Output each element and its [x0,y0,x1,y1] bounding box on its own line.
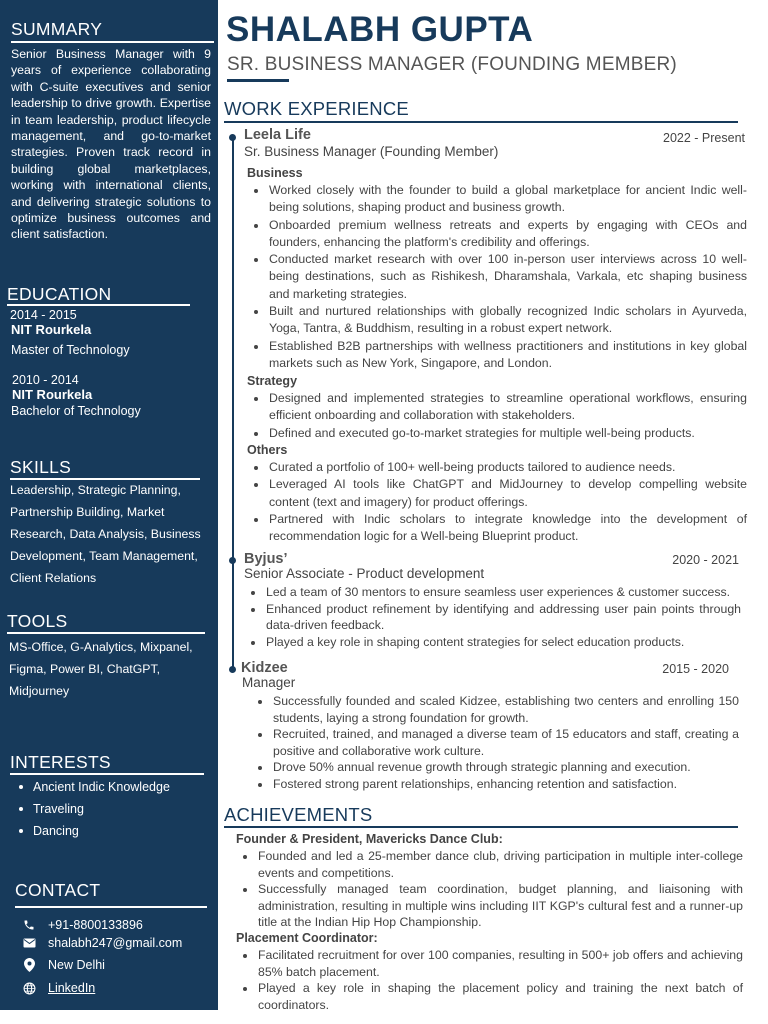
timeline-dot [229,666,236,673]
list-item: Facilitated recruitment for over 100 companies, resulting in 500+ job offers and achieving 85% batch placement. [258,948,743,979]
job-dates: 2020 - 2021 [672,553,739,567]
bullet-list [269,459,747,545]
location-text: New Delhi [48,958,105,972]
job-role: Senior Associate - Product development [244,566,485,581]
education-years: 2010 - 2014 [12,373,79,387]
list-item: Dancing [17,820,170,842]
achievement-title: Founder & President, Mavericks Dance Club: [236,832,503,846]
list-item: Played a key role in shaping the placement policy and training the next batch of coordinators. [258,981,743,1012]
phone-icon [22,918,36,932]
interests-list [17,776,170,842]
timeline-dot [229,134,236,141]
job-role: Manager [242,675,296,690]
candidate-title: SR. BUSINESS MANAGER (FOUNDING MEMBER) [227,54,677,75]
contact-location [22,956,105,974]
education-school: NIT Rourkela [12,387,93,402]
list-item: Conducted market research with over 100 in-person user interviews across 10 well-being destinations, such as Rishikesh, Dharamshala, Varkala, etc shaping business and marketing strategies. [269,251,747,303]
phone-number: +91-8800133896 [48,918,143,932]
contact-divider [15,906,207,908]
list-item: Founded and led a 25-member dance club, driving participation in multiple inter-college events and competitions. [258,849,743,880]
globe-icon [22,981,36,995]
summary-text: Senior Business Manager with 9 years of experience collaborating with C-suite executives and senior leadership to drive growth. Expertise in team leadership, product lifecycle management, and go-to-market strategies. Proven track record in building global marketplaces, working with international clients, and delivering strategic solutions to optimize business outcomes and client satisfaction. [11,47,211,242]
list-item: Successfully founded and scaled Kidzee, establishing two centers and enrolling 150 students, laying a strong foundation for growth. [273,694,739,725]
work-experience-heading: WORK EXPERIENCE [224,98,409,119]
list-item: Ancient Indic Knowledge [17,776,170,798]
candidate-name: SHALABH GUPTA [226,10,534,49]
education-heading: EDUCATION [7,284,112,304]
list-item: Successfully managed team coordination, budget planning, and liaisoning with administration, resulting in multiple wins including IIT KGP's cultural fest and a runner-up title at the Indian Hip Hop Championship. [258,882,743,929]
location-pin-icon [22,958,36,972]
achievements-divider [224,826,738,828]
title-underline [227,79,289,82]
summary-divider [11,41,214,43]
list-item: Worked closely with the founder to build a global marketplace for ancient Indic well-being solutions, shaping product and business growth. [269,182,747,217]
contact-heading: CONTACT [15,880,101,900]
timeline-dot [229,557,236,564]
mail-icon [22,936,36,950]
list-item: Fostered strong parent relationships, enhancing retention and satisfaction. [273,776,739,793]
company-name: Byjus’ [244,551,288,567]
interests-divider [10,773,204,775]
job-role: Sr. Business Manager (Founding Member) [244,144,499,159]
bullet-list [269,182,747,372]
list-item: Designed and implemented strategies to streamline operational workflows, ensuring efficient onboarding and collaboration with stakeholders. [269,390,747,425]
list-item: Curated a portfolio of 100+ well-being products tailored to audience needs. [269,459,747,476]
list-item: Enhanced product refinement by identifying and addressing user pain points through data-driven feedback. [266,601,741,632]
group-title: Others [247,443,288,457]
sidebar [0,0,218,1010]
company-name: Kidzee [241,660,288,676]
bullet-list [266,584,741,650]
bullet-list [269,390,747,442]
education-degree: Master of Technology [11,343,130,357]
timeline-line [232,137,234,671]
list-item: Drove 50% annual revenue growth through strategic planning and execution. [273,759,739,776]
education-school: NIT Rourkela [11,322,92,337]
contact-phone [22,916,143,934]
education-degree: Bachelor of Technology [11,404,141,418]
work-experience-divider [224,121,738,123]
list-item: Led a team of 30 mentors to ensure seamless user experiences & customer success. [266,584,741,601]
education-divider [7,304,190,306]
bullet-list [273,693,739,792]
job-dates: 2022 - Present [663,131,745,145]
list-item: Onboarded premium wellness retreats and experts by engaging with CEOs and founders, enhancing the platform's credibility and offerings. [269,217,747,252]
group-title: Business [247,166,303,180]
list-item: Defined and executed go-to-market strategies for multiple well-being products. [269,425,747,442]
summary-heading: SUMMARY [11,19,103,39]
group-title: Strategy [247,374,298,388]
achievement-title: Placement Coordinator: [236,931,378,945]
tools-text: MS-Office, G-Analytics, Mixpanel, Figma, Power BI, ChatGPT, Midjourney [9,640,193,698]
tools-divider [7,632,205,634]
list-item: Played a key role in shaping content strategies for select education products. [266,634,741,651]
skills-text: Leadership, Strategic Planning, Partnership Building, Market Research, Data Analysis, Business Development, Team Management, Client Relations [10,483,201,585]
tools-heading: TOOLS [7,611,68,631]
linkedin-link[interactable]: LinkedIn [48,981,96,995]
list-item: Established B2B partnerships with wellness practitioners and institutions in key global markets such as New York, Singapore, and London. [269,338,747,373]
contact-linkedin [22,979,95,997]
education-years: 2014 - 2015 [10,308,77,322]
list-item: Recruited, trained, and managed a diverse team of 15 educators and staff, creating a positive and collaborative work culture. [273,727,739,758]
skills-heading: SKILLS [10,457,72,477]
list-item: Built and nurtured relationships with globally recognized Indic scholars in Ayurveda, Yoga, Tantra, & Buddhism, resulting in a robust expert network. [269,303,747,338]
company-name: Leela Life [244,127,311,143]
achievements-heading: ACHIEVEMENTS [224,804,373,825]
job-dates: 2015 - 2020 [662,662,729,676]
bullet-list [258,947,743,1013]
bullet-list [258,848,743,931]
list-item: Traveling [17,798,170,820]
email-address: shalabh247@gmail.com [48,936,183,950]
list-item: Partnered with Indic scholars to integrate knowledge into the development of recommendation logic for a Well-being Blueprint product. [269,511,747,546]
list-item: Leveraged AI tools like ChatGPT and MidJourney to develop compelling website content (text and imagery) for product offerings. [269,476,747,511]
contact-email [22,934,182,952]
interests-heading: INTERESTS [10,752,111,772]
